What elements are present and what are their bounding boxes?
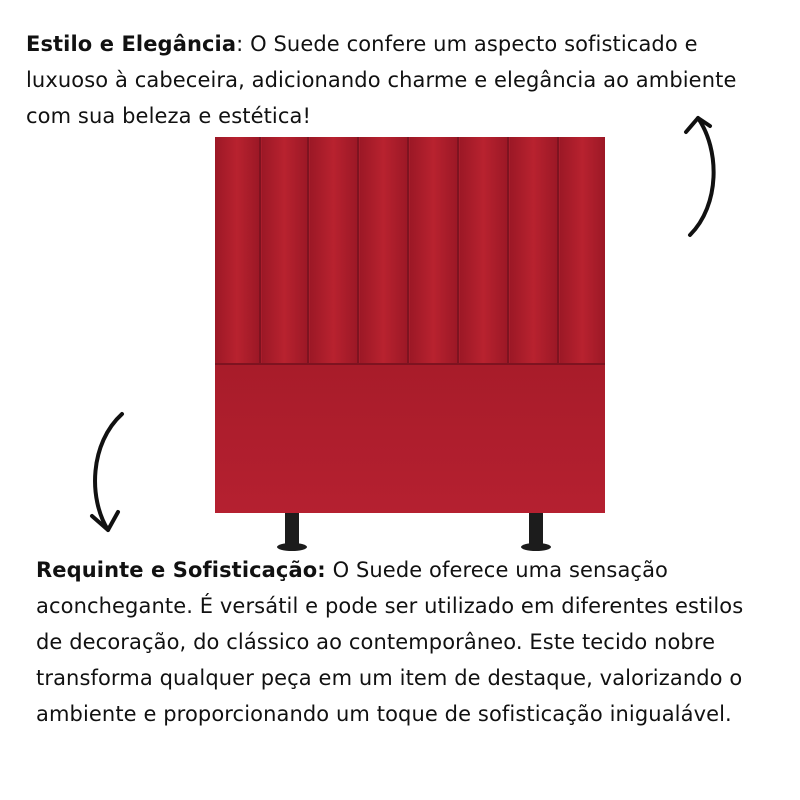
top-body: O Suede confere um aspecto sofisticado e luxuoso à cabeceira, adicionando charme e elegância ao ambiente com sua beleza e estética! [26, 32, 737, 128]
headboard-legs [277, 513, 551, 551]
headboard-base-panel [215, 364, 605, 513]
top-separator: : [236, 32, 251, 56]
top-heading: Estilo e Elegância [26, 32, 237, 56]
bottom-heading: Requinte e Sofisticação: [36, 558, 326, 582]
bottom-separator [326, 558, 333, 582]
curved-arrow-up-icon [680, 110, 730, 240]
bottom-body: O Suede oferece uma sensação aconchegante. É versátil e pode ser utilizado em diferentes estilos de decoração, do clássico ao contemporâneo. Este tecido nobre transforma qualquer peça em um item de destaque, valorizando o ambiente e proporcionando um toque de sofisticação inigualável. [36, 558, 744, 726]
bottom-description [36, 552, 756, 732]
curved-arrow-down-icon [82, 408, 132, 538]
headboard-channels [215, 137, 605, 363]
